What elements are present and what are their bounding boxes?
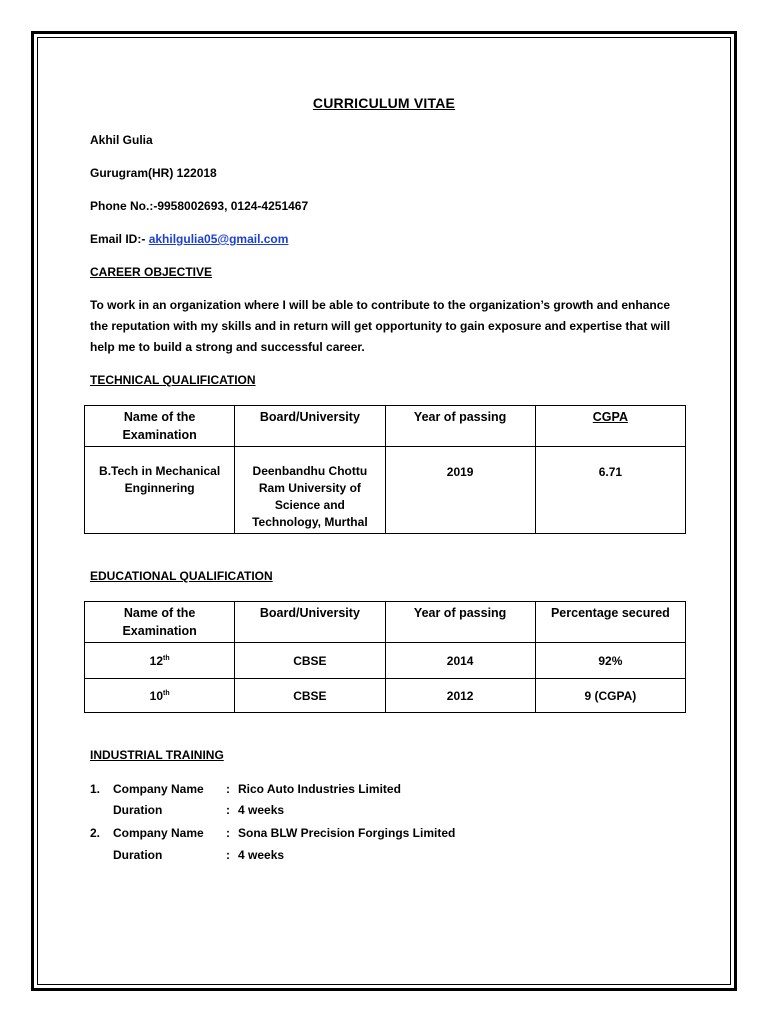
exam-class: 12	[149, 653, 163, 668]
duration-label: Duration	[113, 803, 163, 817]
email-line	[90, 232, 288, 246]
applicant-phone: Phone No.:-9958002693, 0124-4251467	[90, 199, 309, 213]
item-number: 1.	[90, 782, 101, 796]
cell-exam: B.Tech in Mechanical Enginnering	[85, 447, 235, 534]
colon: :	[226, 848, 230, 862]
company-value: Rico Auto Industries Limited	[238, 782, 401, 796]
document-title: CURRICULUM VITAE	[312, 95, 456, 111]
applicant-name: Akhil Gulia	[90, 133, 153, 147]
list-item	[90, 826, 455, 840]
educational-qualification-table	[84, 601, 686, 713]
colon: :	[226, 803, 230, 817]
header-board: Board/University	[235, 602, 385, 643]
cell-exam	[85, 679, 235, 713]
educational-qualification-heading: EDUCATIONAL QUALIFICATION	[90, 569, 273, 583]
cell-year: 2019	[385, 447, 535, 534]
industrial-training-heading: INDUSTRIAL TRAINING	[90, 748, 224, 762]
cell-board: CBSE	[235, 643, 385, 679]
technical-qualification-table	[84, 405, 686, 534]
cell-year: 2012	[385, 679, 535, 713]
company-value: Sona BLW Precision Forgings Limited	[238, 826, 456, 840]
cell-score: 92%	[535, 643, 685, 679]
company-label: Company Name	[113, 826, 204, 840]
colon: :	[226, 826, 230, 840]
list-item	[90, 782, 401, 796]
cell-exam	[85, 643, 235, 679]
ordinal-suffix: th	[163, 654, 170, 662]
table-row	[85, 679, 686, 713]
applicant-address: Gurugram(HR) 122018	[90, 166, 217, 180]
header-exam: Name of the Examination	[85, 406, 235, 447]
email-link[interactable]: akhilgulia05@gmail.com	[148, 232, 289, 246]
duration-value: 4 weeks	[238, 848, 285, 862]
career-objective-text: To work in an organization where I will be able to contribute to the organization’s growth and enhance the reputation with my skills and in return will get opportunity to gain exposure and expertise that will help me to build a strong and successful career.	[90, 298, 671, 354]
career-objective-heading: CAREER OBJECTIVE	[90, 265, 213, 279]
table-row	[85, 447, 686, 534]
duration-value: 4 weeks	[238, 803, 285, 817]
technical-qualification-heading: TECHNICAL QUALIFICATION	[90, 373, 256, 387]
cell-cgpa: 6.71	[535, 447, 685, 534]
table-row	[85, 643, 686, 679]
header-exam: Name of the Examination	[85, 602, 235, 643]
ordinal-suffix: th	[163, 689, 170, 697]
cell-year: 2014	[385, 643, 535, 679]
header-board: Board/University	[235, 406, 385, 447]
list-item	[90, 848, 284, 862]
table-header-row	[85, 406, 686, 447]
email-label: Email ID:-	[90, 232, 146, 246]
header-cgpa: CGPA	[535, 406, 685, 447]
table-header-row	[85, 602, 686, 643]
exam-class: 10	[149, 688, 163, 703]
colon: :	[226, 782, 230, 796]
header-percentage: Percentage secured	[535, 602, 685, 643]
cell-board: CBSE	[235, 679, 385, 713]
header-year: Year of passing	[385, 602, 535, 643]
cell-score: 9 (CGPA)	[535, 679, 685, 713]
item-number: 2.	[90, 826, 101, 840]
header-year: Year of passing	[385, 406, 535, 447]
company-label: Company Name	[113, 782, 204, 796]
cell-board: Deenbandhu Chottu Ram University of Science and Technology, Murthal	[235, 447, 385, 534]
list-item	[90, 803, 284, 817]
duration-label: Duration	[113, 848, 163, 862]
